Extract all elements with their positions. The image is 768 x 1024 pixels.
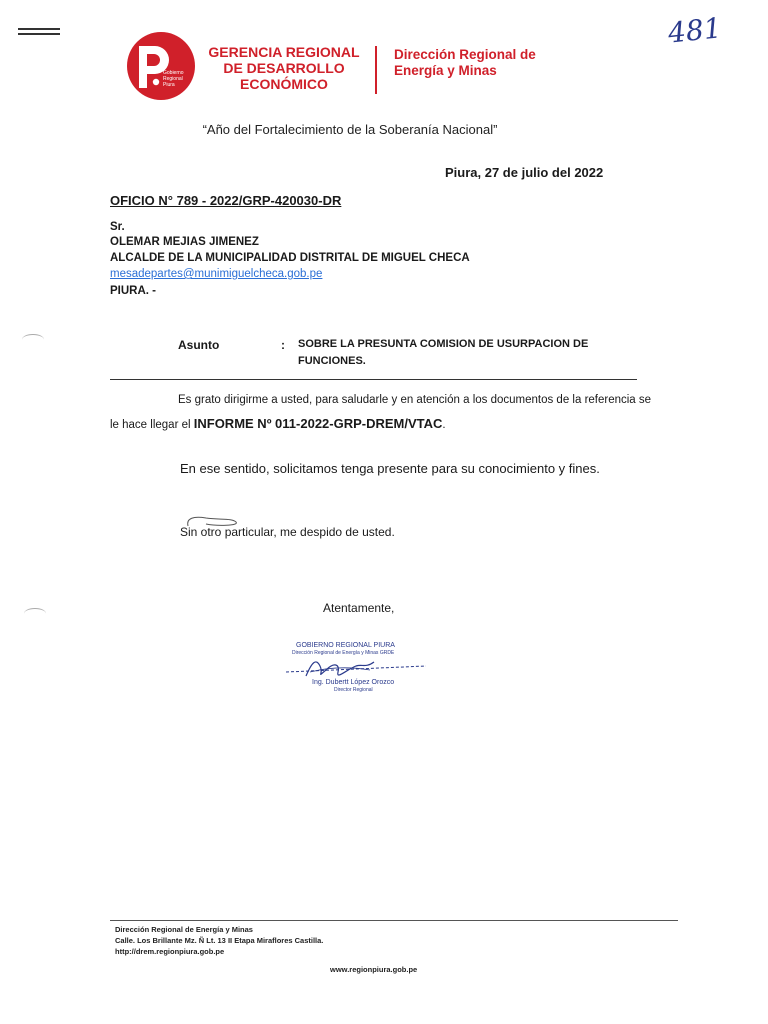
footer-address-line: Dirección Regional de Energía y Minas	[115, 925, 253, 934]
org-name-line: DE DESARROLLO	[223, 60, 345, 76]
addressee-title: ALCALDE DE LA MUNICIPALIDAD DISTRITAL DE MIGUEL CHECA	[110, 252, 470, 264]
handwritten-page-number: 481	[666, 11, 724, 50]
subject-colon: :	[281, 338, 285, 352]
body-paragraph-1: Es grato dirigirme a usted, para saludarle y en atención a los documentos de la referencia se	[178, 394, 652, 406]
addressee-name: OLEMAR MEJIAS JIMENEZ	[110, 236, 259, 248]
logo-text-line: Gobierno	[163, 70, 184, 76]
year-motto: “Año del Fortalecimiento de la Soberanía Nacional”	[202, 122, 498, 137]
org-name-line: Dirección Regional de	[394, 47, 536, 62]
informe-reference: INFORME Nº 011-2022-GRP-DREM/VTAC	[193, 416, 443, 431]
body-paragraph-3: Sin otro particular, me despido de usted.	[180, 525, 395, 539]
addressee-city: PIURA. -	[110, 285, 156, 297]
subject-text: SOBRE LA PRESUNTA COMISION DE USURPACION DE FUNCIONES.	[298, 338, 589, 367]
org-name-direccion	[394, 47, 536, 79]
closing-phrase: Atentamente,	[323, 601, 395, 615]
stamp-signer: Ing. Dubertt López Orozco	[312, 679, 395, 686]
date-line: Piura, 27 de julio del 2022	[445, 165, 604, 180]
org-name-line: GERENCIA REGIONAL	[208, 44, 360, 60]
addressee-email-link[interactable]: mesadepartes@munimiguelcheca.gob.pe	[110, 268, 323, 280]
scan-mark	[18, 28, 60, 30]
footer-url-link[interactable]: http://drem.regionpiura.gob.pe	[115, 947, 225, 956]
body-text: le hace llegar el	[110, 419, 194, 431]
gobierno-regional-piura-logo	[125, 30, 197, 102]
scan-smudge	[22, 334, 44, 345]
header-divider	[375, 46, 377, 94]
logo-text-line: Piura	[163, 82, 175, 88]
footer-website-link[interactable]: www.regionpiura.gob.pe	[330, 965, 418, 974]
subject-label: Asunto	[178, 338, 220, 352]
org-name-line: ECONÓMICO	[240, 76, 328, 92]
signature-stamp	[286, 636, 436, 716]
body-paragraph-1-continued	[110, 416, 446, 431]
pen-scribble	[176, 512, 266, 534]
stamp-line: Dirección Regional de Energía y Minas GRDE	[292, 650, 395, 656]
stamp-line: GOBIERNO REGIONAL PIURA	[296, 642, 395, 649]
stamp-role: Director Regional	[334, 687, 373, 693]
subject-rule	[110, 379, 637, 380]
scan-mark	[18, 33, 60, 35]
body-paragraph-2: En ese sentido, solicitamos tenga presente para su conocimiento y fines.	[180, 461, 600, 476]
org-name-gerencia	[196, 44, 372, 92]
body-text: .	[442, 419, 446, 431]
org-name-line: Energía y Minas	[394, 63, 497, 78]
scan-smudge	[24, 608, 46, 619]
oficio-number: OFICIO N° 789 - 2022/GRP-420030-DR	[110, 193, 342, 208]
footer-address-line: Calle. Los Brillante Mz. Ñ Lt. 13 II Etapa Miraflores Castilla.	[115, 936, 324, 945]
addressee-salutation: Sr.	[110, 221, 125, 233]
logo-text-line: Regional	[163, 76, 183, 82]
footer-rule	[110, 920, 678, 921]
